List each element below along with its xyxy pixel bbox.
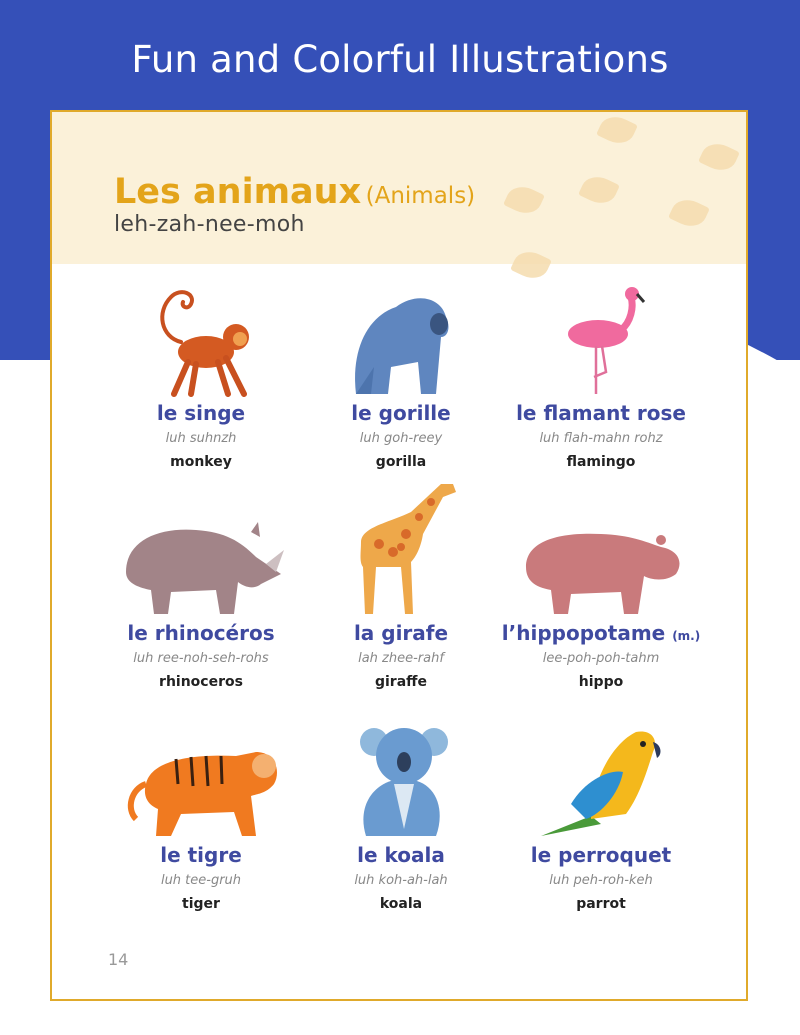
word-pronunciation: luh koh-ah-lah [354,873,448,888]
title-english: (Animals) [365,183,476,209]
word-french: le rhinocéros [127,621,275,645]
animal-card-gorilla [296,282,506,470]
page-number: 14 [108,950,129,969]
word-pronunciation: luh flah-mahn rohz [539,431,663,446]
animal-card-hippo [496,502,706,690]
page-title [114,172,475,212]
word-english: gorilla [375,454,427,470]
title-french: Les animaux [114,172,362,212]
gender-marker: (m.) [672,629,701,643]
animal-card-parrot [496,724,706,912]
word-pronunciation: luh tee-gruh [160,873,242,888]
word-french: le gorille [351,401,451,425]
word-french: le singe [156,401,246,425]
word-french: le koala [357,843,445,867]
leaf-decoration [510,246,552,284]
animal-card-rhinoceros [96,502,306,690]
animal-card-flamingo [496,282,706,470]
word-french: le perroquet [530,843,672,867]
page-header [52,112,746,264]
word-english: hippo [578,674,624,690]
word-english: tiger [182,896,220,912]
leaf-decoration [578,171,620,209]
word-english: monkey [170,454,232,470]
koala-icon [336,724,466,839]
word-french: le flamant rose [516,401,686,425]
animal-card-monkey [96,282,306,470]
word-pronunciation: lee-poh-poh-tahm [542,651,660,666]
giraffe-icon [331,472,471,617]
gorilla-icon [336,282,466,397]
animal-card-koala [296,724,506,912]
animal-card-giraffe [296,472,506,690]
word-english: koala [379,896,423,912]
leaf-decoration [503,181,545,219]
leaf-decoration [668,194,710,232]
hippo-icon [516,502,686,617]
word-pronunciation: luh ree-noh-seh-rohs [133,651,269,666]
parrot-icon [531,724,671,839]
word-english: giraffe [374,674,427,690]
word-french-text: l’hippopotame [501,621,666,645]
word-pronunciation: luh peh-roh-keh [549,873,653,888]
word-french [496,621,706,645]
word-pronunciation: luh suhnzh [165,431,237,446]
tiger-icon [116,724,286,839]
leaf-decoration [698,138,740,176]
animal-card-tiger [96,724,306,912]
word-english: parrot [576,896,626,912]
title-pronunciation: leh-zah-nee-moh [114,212,305,237]
word-english: rhinoceros [159,674,243,690]
word-english: flamingo [566,454,636,470]
word-french: le tigre [160,843,242,867]
monkey-icon [136,282,266,397]
word-pronunciation: luh goh-reey [359,431,443,446]
banner-headline: Fun and Colorful Illustrations [131,38,669,81]
word-french: la girafe [353,621,449,645]
flamingo-icon [536,282,666,397]
leaf-decoration [596,111,638,149]
rhinoceros-icon [116,502,286,617]
vocabulary-page [50,110,748,1001]
word-pronunciation: lah zhee-rahf [358,651,444,666]
